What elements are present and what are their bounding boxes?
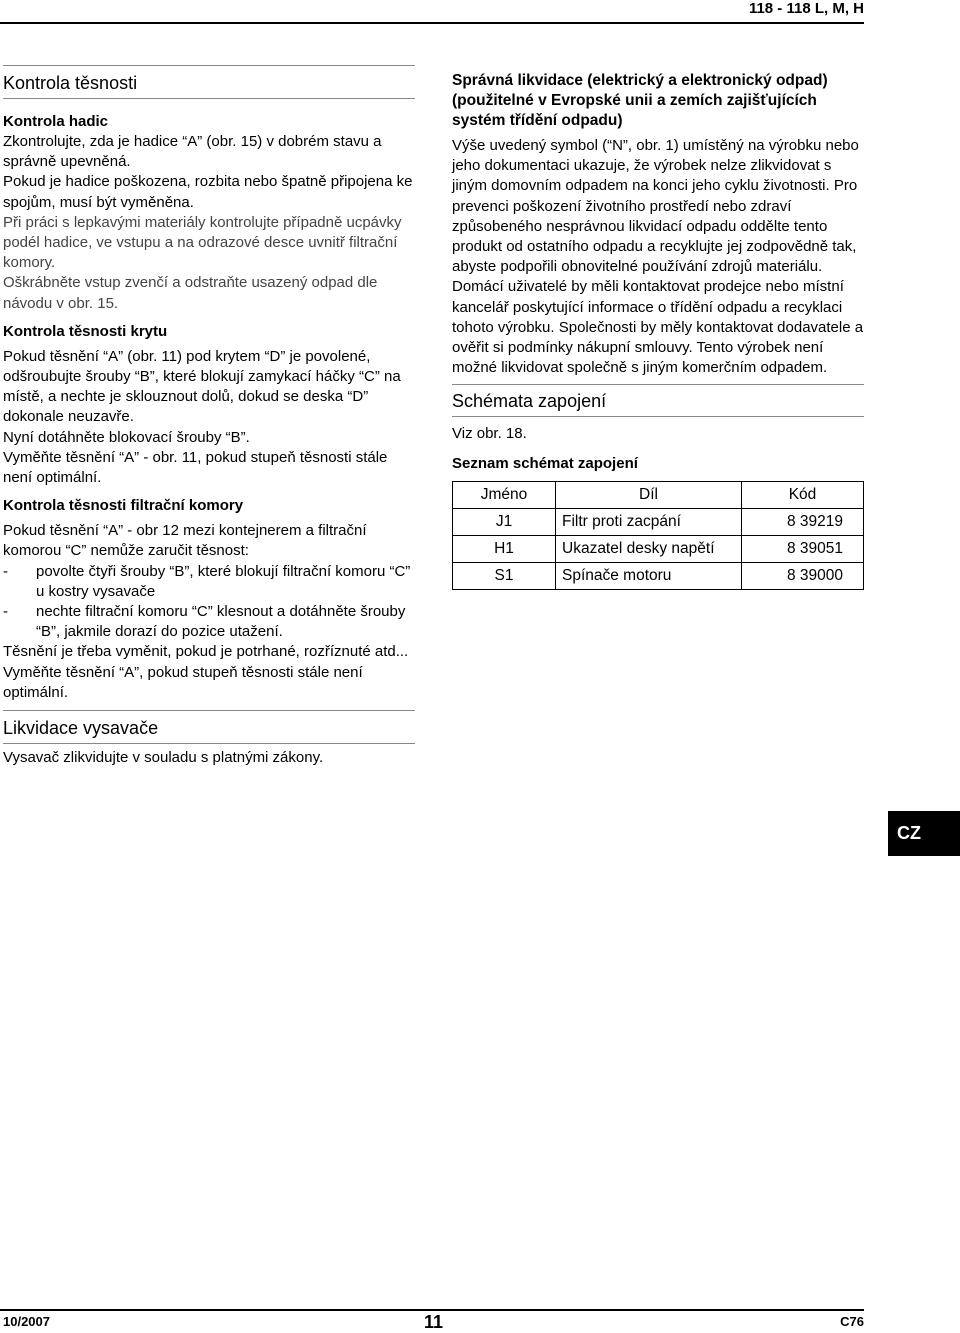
paragraph: Zkontrolujte, zda je hadice “A” (obr. 15) v dobrém stavu a správně upevněná. bbox=[3, 133, 382, 171]
footer-code: C76 bbox=[840, 1314, 864, 1329]
list-item: - nechte filtrační komoru “C” klesnout a dotáhněte šrouby “B”, jakmile dorazí do pozice utažení. bbox=[3, 603, 406, 641]
subheading-wiring-list: Seznam schémat zapojení bbox=[452, 454, 638, 472]
header-rule bbox=[0, 22, 864, 24]
table-cell: 8 39219 bbox=[742, 508, 864, 535]
section-rule bbox=[3, 98, 415, 99]
paragraph: Nyní dotáhněte blokovací šrouby “B”. bbox=[3, 428, 250, 446]
table-row bbox=[453, 508, 864, 535]
paragraph: Při práci s lepkavými materiály kontrolujte případně ucpávky podél hadice, ve vstupu a na odrazové desce uvnitř filtrační komory. bbox=[3, 213, 402, 272]
column-header: Kód bbox=[742, 481, 864, 508]
paragraph: Vyměňte těsnění “A”, pokud stupeň těsnosti stále není optimální. bbox=[3, 663, 363, 701]
paragraph: Viz obr. 18. bbox=[452, 425, 527, 443]
table-row bbox=[453, 535, 864, 562]
paragraph: Pokud těsnění “A” - obr 12 mezi kontejnerem a filtrační komorou “C” nemůže zaručit těsnost: bbox=[3, 522, 367, 560]
column-header: Jméno bbox=[453, 481, 556, 508]
footer-date: 10/2007 bbox=[3, 1314, 50, 1329]
left-column bbox=[3, 65, 415, 768]
table-cell: Filtr proti zacpání bbox=[556, 508, 742, 535]
subheading-cover: Kontrola těsnosti krytu bbox=[3, 322, 168, 340]
paragraph: Výše uvedený symbol (“N”, obr. 1) umístěný na výrobku nebo jeho dokumentaci ukazuje, že výrobek nelze zlikvidovat s jiným domovním odpadem na konci jeho cyklu životnosti. Pro prevenci poškození životního prostředí nebo zdraví způsobeného nesprávnou likvidací odpadu oddělte tento produkt od ostatního odpadu a recyklujte jej zodpovědně tak, abyste podpořili obnovitelné používání zdrojů materiálu. bbox=[452, 137, 859, 276]
paragraph: Pokud je hadice poškozena, rozbita nebo špatně připojena ke spojům, musí být vyměněna. bbox=[3, 173, 413, 211]
language-tab: CZ bbox=[888, 811, 960, 856]
right-column bbox=[452, 71, 864, 590]
paragraph: Vyměňte těsnění “A” - obr. 11, pokud stupeň těsnosti stále není optimální. bbox=[3, 448, 388, 487]
table-cell: Ukazatel desky napětí bbox=[556, 535, 742, 562]
subheading-weee: Správná likvidace (elektrický a elektronický odpad) (použitelné v Evropské unii a zemích zajišťujících systém třídění odpadu) bbox=[452, 72, 828, 129]
paragraph: Domácí uživatelé by měli kontaktovat prodejce nebo místní kancelář poskytující informace o třídění odpadu a recyklaci tohoto výrobku. Společnosti by měly kontaktovat dodavatele a ověřit si podmínky nákupní smlouvy. Tento výrobek není možné likvidovat společně s jiným komerčním odpadem. bbox=[452, 278, 864, 377]
subheading-filter-chamber: Kontrola těsnosti filtrační komory bbox=[3, 497, 244, 515]
table-cell: 8 39051 bbox=[742, 535, 864, 562]
section-title-wiring: Schémata zapojení bbox=[452, 391, 607, 412]
table-cell: S1 bbox=[453, 562, 556, 589]
table-cell: Spínače motoru bbox=[556, 562, 742, 589]
paragraph: Vysavač zlikvidujte v souladu s platnými zákony. bbox=[3, 749, 324, 767]
paragraph: Pokud těsnění “A” (obr. 11) pod krytem “D” je povolené, odšroubujte šrouby “B”, které blokují zamykací háčky “C” na místě, a nechte je sklouznout dolů, dokud se deska “D” dokonale neuzavře. bbox=[3, 347, 401, 426]
footer-rule bbox=[0, 1309, 864, 1311]
wiring-table bbox=[452, 481, 864, 590]
section-title-disposal: Likvidace vysavače bbox=[3, 718, 159, 739]
list-item: - povolte čtyři šrouby “B”, které blokují filtrační komoru “C” u kostry vysavače bbox=[3, 562, 411, 600]
table-row bbox=[453, 562, 864, 589]
table-cell: H1 bbox=[453, 535, 556, 562]
page-number: 11 bbox=[424, 1312, 444, 1332]
subheading-hoses: Kontrola hadic bbox=[3, 113, 109, 130]
paragraph: Oškrábněte vstup zvenčí a odstraňte usazený odpad dle návodu v obr. 15. bbox=[3, 274, 378, 312]
column-header: Díl bbox=[556, 481, 742, 508]
table-cell: 8 39000 bbox=[742, 562, 864, 589]
paragraph: Těsnění je třeba vyměnit, pokud je potrhané, rozříznuté atd... bbox=[3, 643, 409, 661]
section-rule bbox=[3, 743, 415, 744]
table-header-row bbox=[453, 481, 864, 508]
document-header-title: 118 - 118 L, M, H bbox=[748, 0, 864, 17]
section-rule bbox=[452, 416, 864, 417]
table-cell: J1 bbox=[453, 508, 556, 535]
section-title-tightness: Kontrola těsnosti bbox=[3, 73, 138, 93]
